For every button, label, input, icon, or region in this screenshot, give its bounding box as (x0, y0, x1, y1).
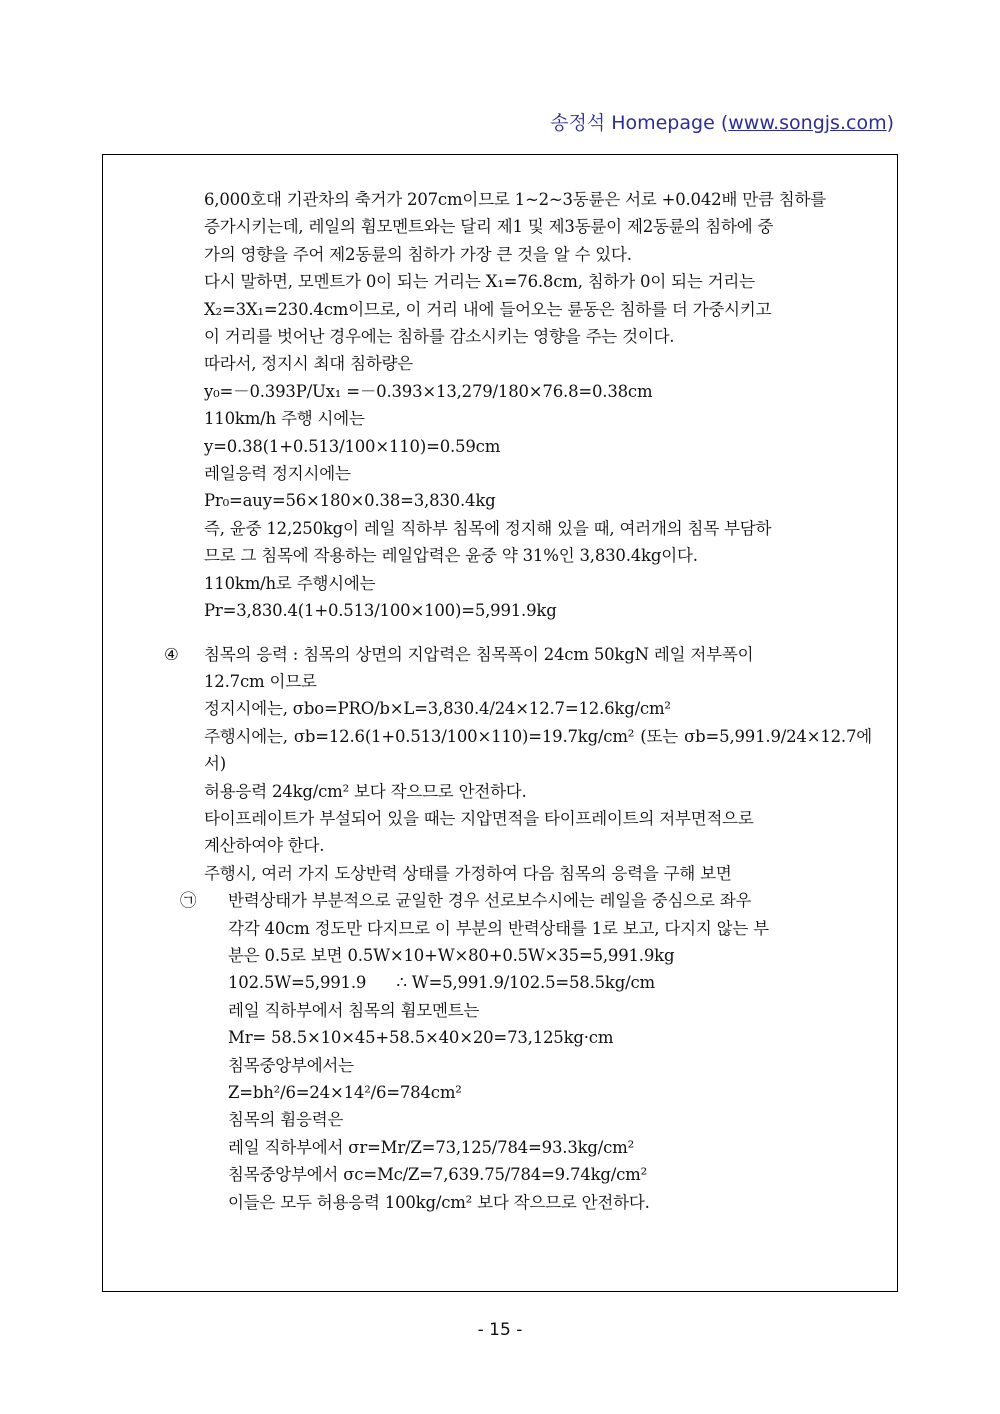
text-line: 이 거리를 벗어난 경우에는 침하를 감소시키는 영향을 주는 것이다. (204, 327, 675, 347)
text-line: 6,000호대 기관차의 축거가 207cm이므로 1~2~3동륜은 서로 +0.042배 만큼 침하를 (204, 190, 826, 209)
text-line: 즉, 윤중 12,250kg이 레일 직하부 침목에 정지해 있을 때, 여러개의 침목 부담하 (204, 518, 772, 538)
text-line: 110km/h로 주행시에는 (204, 573, 376, 593)
text-line: 레일 직하부에서 침목의 휨모멘트는 (228, 1000, 480, 1020)
text-line: 증가시키는데, 레일의 휨모멘트와는 달리 제1 및 제3동륜이 제2동륜의 침하에 중 (204, 217, 774, 237)
formula-line: 정지시에는, σbo=PRO/b×L=3,830.4/24×12.7=12.6kg/cm² (204, 699, 671, 719)
text-line: 다시 말하면, 모멘트가 0이 되는 거리는 X₁=76.8cm, 침하가 0이 되는 거리는 (204, 272, 755, 292)
header-close-paren: ) (886, 112, 894, 134)
text-line: 이들은 모두 허용응력 100kg/cm² 보다 작으므로 안전하다. (228, 1192, 650, 1212)
text-line: 110km/h 주행 시에는 (204, 409, 365, 429)
text-line: 주행시, 여러 가지 도상반력 상태를 가정하여 다음 침목의 응력을 구해 보면 (204, 863, 732, 883)
item-4-marker: ④ (164, 644, 179, 664)
formula-line: Pr₀=auy=56×180×0.38=3,830.4kg (204, 491, 496, 511)
formula-line: y=0.38(1+0.513/100×110)=0.59cm (204, 436, 501, 456)
formula-line: y₀=－0.393P/Ux₁ =－0.393×13,279/180×76.8=0.38cm (204, 381, 653, 401)
header-open-paren: ( (720, 112, 729, 134)
item-4-sleeper-stress (164, 641, 872, 888)
text-line: 가의 영향을 주어 제2동륜의 침하가 가장 큰 것을 알 수 있다. (204, 244, 632, 264)
text-line: 침목의 응력 : 침목의 상면의 지압력은 침목폭이 24cm 50kgN 레일 저부폭이 (204, 644, 754, 664)
formula-line: Pr=3,830.4(1+0.513/100×100)=5,991.9kg (204, 601, 557, 621)
text-line: 침목중앙부에서는 (228, 1055, 354, 1075)
formula-line: Z=bh²/6=24×14²/6=784cm² (228, 1083, 462, 1102)
formula-line: 레일 직하부에서 σr=Mr/Z=73,125/784=93.3kg/cm² (228, 1137, 635, 1157)
page-number: - 15 - (477, 1320, 523, 1340)
sub-item-a-marker: ㉠ (180, 891, 197, 911)
text-line: 타이프레이트가 부설되어 있을 때는 지압면적을 타이프레이트의 저부면적으로 (204, 808, 754, 828)
text-line: 계산하여야 한다. (204, 836, 325, 856)
text-line: 따라서, 정지시 최대 침하량은 (204, 354, 414, 374)
page-header (550, 108, 894, 135)
formula-line: 분은 0.5로 보면 0.5W×10+W×80+0.5W×35=5,991.9kg (228, 945, 675, 965)
formula-line: 102.5W=5,991.9 ∴ W=5,991.9/102.5=58.5kg/cm (228, 973, 655, 993)
text-line: 반력상태가 부분적으로 균일한 경우 선로보수시에는 레일을 중심으로 좌우 (228, 891, 752, 911)
text-line: X₂=3X₁=230.4cm이므로, 이 거리 내에 들어오는 륜동은 침하를 더 가중시키고 (204, 299, 772, 319)
text-line: 레일응력 정지시에는 (204, 464, 351, 484)
text-line: 므로 그 침목에 작용하는 레일압력은 윤중 약 31%인 3,830.4kg이다. (204, 546, 698, 566)
header-site-name: 송정석 Homepage (550, 112, 715, 134)
text-line: 각각 40cm 정도만 다지므로 이 부분의 반력상태를 1로 보고, 다지지 않는 부 (228, 918, 769, 938)
sub-item-a (180, 887, 872, 1216)
text-line: 침목의 휨응력은 (228, 1110, 344, 1130)
header-url-link[interactable]: www.songjs.com (728, 112, 887, 134)
text-line: 허용응력 24kg/cm² 보다 작으므로 안전하다. (204, 781, 527, 801)
formula-line: Mr= 58.5×10×45+58.5×40×20=73,125kg·cm (228, 1028, 614, 1048)
text-line: 12.7cm 이므로 (204, 671, 317, 691)
formula-line: 침목중앙부에서 σc=Mc/Z=7,639.75/784=9.74kg/cm² (228, 1165, 648, 1185)
formula-line: 주행시에는, σb=12.6(1+0.513/100×110)=19.7kg/cm² (또는 σb=5,991.9/24×12.7에서) (204, 726, 872, 774)
section-gap (204, 625, 872, 641)
document-body (164, 186, 872, 1216)
